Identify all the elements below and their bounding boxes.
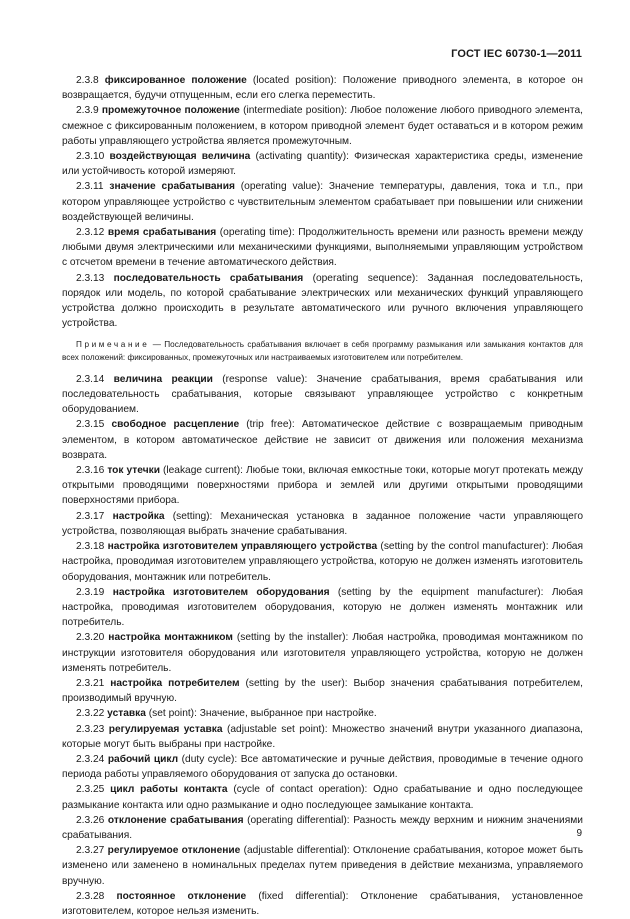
clause-number: 2.3.11: [76, 181, 104, 193]
definition-paragraph: [62, 179, 583, 225]
english-term: (setting by the equipment manufacturer):: [337, 586, 544, 598]
definition-text: Любые токи, включая емкостные токи, которые могут протекать между открытыми проводящими поверхностями прибора и землей или другими открытыми проводящими поверхностями прибора.: [62, 465, 583, 507]
definition-paragraph: [62, 509, 583, 539]
english-term: (operating sequence):: [312, 272, 419, 284]
definition-paragraph: [62, 73, 583, 103]
definition-paragraph: [62, 539, 583, 585]
definition-text: Одно срабатывание и одно последующее размыкание контакта или одно размыкание и одно последующее замыкание контакта.: [62, 784, 583, 811]
definition-text: Продолжительность времени или разность времени между любыми двумя электрическими или механическими функциями, выполняемыми управляющим устройством с отсчетом времени в течение автоматического действия.: [62, 227, 583, 269]
english-term: (response value):: [222, 373, 308, 385]
definition-paragraph: [62, 585, 583, 631]
definitions-group-1: [62, 73, 583, 331]
definition-paragraph: [62, 630, 583, 676]
clause-number: 2.3.16: [76, 465, 105, 477]
term: цикл работы контакта: [110, 784, 228, 796]
definition-text: Любая настройка, проводимая изготовителем оборудования, которую не должен изменять монтажник или потребитель.: [62, 586, 583, 629]
term: величина реакции: [113, 373, 213, 385]
definition-paragraph: [62, 103, 583, 149]
clause-number: 2.3.14: [76, 373, 105, 385]
term: воздействующая величина: [109, 151, 251, 163]
definition-paragraph: [62, 843, 583, 889]
term: регулируемая уставка: [108, 723, 223, 735]
term: рабочий цикл: [107, 753, 179, 765]
clause-number: 2.3.25: [76, 784, 105, 796]
clause-number: 2.3.10: [76, 151, 105, 163]
definition-paragraph: [62, 417, 583, 463]
english-term: (leakage current):: [162, 465, 243, 477]
clause-number: 2.3.17: [76, 510, 105, 522]
definition-text: Отклонение срабатывания, которое может быть изменено или заменено в номинальных пределах путем приведения в действие механизма, управляемого вручную.: [62, 845, 583, 887]
term: ток утечки: [107, 465, 160, 477]
clause-number: 2.3.22: [76, 708, 105, 720]
term: значение срабатывания: [109, 181, 235, 193]
clause-number: 2.3.15: [76, 419, 105, 431]
definition-paragraph: [62, 813, 583, 843]
definition-text: Все автоматические и ручные действия, проводимые в течение одного периода работы управляемого оборудования от запуска до остановки.: [62, 753, 583, 781]
definition-text: Любая настройка, проводимая монтажником по инструкции изготовителя оборудования или изготовителя управляющего устройства, которую не должен изменять потребитель.: [62, 632, 583, 674]
definition-paragraph: [62, 782, 583, 812]
definition-text: Заданная последовательность, порядок или модель, по которой срабатывание электрических или механических функций управляющего устройства должно происходить в результате автоматического или ручного включения управляющего устройства.: [62, 272, 583, 330]
term: постоянное отклонение: [116, 890, 247, 902]
term: настройка потребителем: [110, 677, 240, 689]
definition-paragraph: [62, 149, 583, 179]
term: уставка: [107, 708, 146, 720]
term: фиксированное положение: [104, 75, 247, 86]
document-body: [62, 73, 583, 919]
english-term: (fixed differential):: [258, 890, 349, 902]
english-term: (setting):: [172, 510, 213, 522]
clause-number: 2.3.12: [76, 227, 105, 239]
term: настройка изготовителем оборудования: [112, 586, 330, 598]
english-term: (setting by the installer):: [236, 632, 349, 644]
definitions-group-2: [62, 372, 583, 919]
clause-number: 2.3.21: [76, 677, 105, 689]
english-term: (adjustable set point):: [226, 723, 328, 735]
definition-paragraph: [62, 889, 583, 919]
term: время срабатывания: [107, 227, 217, 239]
note-label: Примечание: [76, 340, 150, 350]
definition-text: Механическая установка в заданное положение части управляющего устройства, позволяющая выбрать значение срабатывания.: [62, 510, 583, 537]
definition-text: Значение, выбранное при настройке.: [199, 708, 377, 720]
definition-text: Физическая характеристика среды, изменение или устойчивость которой измеряют.: [62, 151, 583, 178]
definition-paragraph: [62, 722, 583, 752]
definition-paragraph: [62, 706, 583, 721]
term: настройка изготовителем управляющего устройства: [107, 541, 378, 553]
definition-text: Множество значений внутри указанного диапазона, которые могут быть выбраны при настройке.: [62, 723, 583, 750]
english-term: (set point):: [148, 708, 197, 720]
definition-paragraph: [62, 676, 583, 706]
english-term: (adjustable differential):: [243, 845, 350, 857]
clause-number: 2.3.20: [76, 632, 105, 644]
definition-text: Автоматическое действие с возвращаемым приводным элементом, в котором автоматическое действие не зависит от движения или положения механизма возврата.: [62, 419, 583, 461]
definition-text: Любое положение любого приводного элемента, смежное с фиксированным положением, в котором приводной элемент будет оставаться и в котором режим работы управляющего устройства является промежуточным.: [62, 105, 583, 147]
english-term: (setting by the user):: [245, 677, 348, 689]
clause-number: 2.3.9: [76, 105, 99, 117]
definition-paragraph: [62, 225, 583, 271]
definition-text: Отклонение срабатывания, установленное изготовителем, которое нельзя изменить.: [62, 890, 583, 917]
clause-number: 2.3.24: [76, 753, 105, 765]
english-term: (duty cycle):: [181, 753, 238, 765]
english-term: (operating differential):: [247, 814, 350, 826]
clause-number: 2.3.26: [76, 814, 105, 826]
term: регулируемое отклонение: [107, 845, 241, 857]
clause-number: 2.3.13: [76, 272, 105, 284]
clause-number: 2.3.18: [76, 541, 105, 553]
standard-code-header: ГОСТ IEC 60730-1—2011: [451, 48, 582, 60]
clause-number: 2.3.8: [76, 75, 99, 86]
definition-text: Любая настройка, проводимая изготовителем управляющего устройства, которую не должен изменять изготовитель оборудования, монтажник или потребитель.: [62, 541, 583, 583]
english-term: (cycle of contact operation):: [233, 784, 368, 796]
english-term: (intermediate position):: [243, 105, 348, 117]
page-number: 9: [576, 828, 582, 839]
term: отклонение срабатывания: [107, 814, 244, 826]
english-term: (trip free):: [246, 419, 295, 431]
term: последовательность срабатывания: [113, 272, 304, 284]
clause-number: 2.3.19: [76, 586, 105, 598]
term: промежуточное положение: [101, 105, 240, 117]
english-term: (located position):: [252, 75, 337, 86]
clause-number: 2.3.28: [76, 890, 105, 902]
clause-number: 2.3.27: [76, 845, 105, 857]
definition-text: Значение срабатывания, время срабатывания или последовательность срабатывания, которые связывают управляющее устройство с конкретным оборудованием.: [62, 373, 583, 416]
definition-text: Разность между верхним и нижним значениями срабатывания.: [62, 814, 583, 841]
note-paragraph: [62, 339, 583, 363]
definition-paragraph: [62, 463, 583, 509]
definition-text: Положение приводного элемента, в которое он возвращается, будучи отпущенным, если его слегка переместить.: [62, 75, 583, 102]
english-term: (operating value):: [240, 181, 324, 193]
definition-text: Выбор значения срабатывания потребителем, производимый вручную.: [62, 677, 583, 705]
definition-paragraph: [62, 752, 583, 782]
clause-number: 2.3.23: [76, 723, 105, 735]
english-term: (operating time):: [219, 227, 295, 239]
note-text: — Последовательность срабатывания включает в себя программу размыкания или замыкания контактов для всех положений: фиксированных, промежуточных или настраиваемых изготовителем или потребителем.: [62, 340, 583, 362]
term: настройка: [112, 510, 165, 522]
english-term: (activating quantity):: [255, 151, 349, 163]
term: настройка монтажником: [108, 632, 233, 644]
term: свободное расцепление: [111, 419, 240, 431]
definition-paragraph: [62, 271, 583, 332]
english-term: (setting by the control manufacturer):: [380, 541, 549, 553]
definition-paragraph: [62, 372, 583, 418]
definition-text: Значение температуры, давления, тока и т.п., при котором управляющее устройство с чувствительным элементом срабатывает при повышении или снижении воздействующей величины.: [62, 181, 583, 223]
